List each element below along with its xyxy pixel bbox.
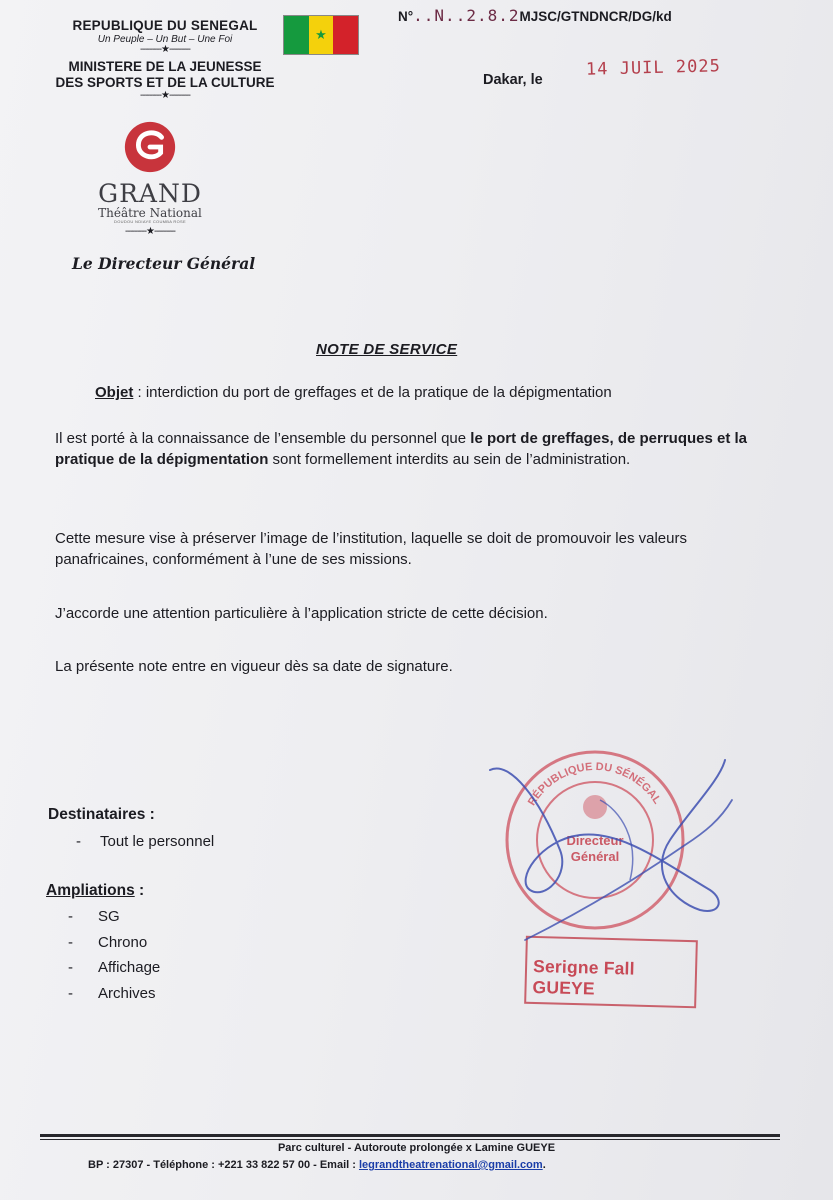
- copy-label: Affichage: [98, 959, 161, 976]
- ministry-line-1: MINISTERE DE LA JEUNESSE: [68, 59, 262, 74]
- paragraph-3: J’accorde une attention particulière à l’application stricte de cette décision.: [55, 605, 548, 622]
- place-label: Dakar, le: [483, 72, 543, 88]
- reference-number: [398, 6, 672, 25]
- list-item: - SG: [68, 908, 120, 925]
- footer-address: Parc culturel - Autoroute prolongée x Lamine GUEYE: [277, 1142, 556, 1154]
- ministry-line-2: DES SPORTS ET DE LA CULTURE: [55, 75, 275, 90]
- signatory-title: Le Directeur Général: [72, 254, 256, 273]
- ref-handwritten-number: ..N..2.8.2: [413, 6, 520, 25]
- list-item: - Chrono: [68, 933, 148, 951]
- national-motto: Un Peuple – Un But – Une Foi: [97, 34, 233, 45]
- recipients-heading: Destinataires :: [48, 806, 155, 823]
- senegal-flag-icon: [283, 15, 359, 55]
- star-separator: ---------★---------: [140, 44, 190, 55]
- footer-contact: [88, 1159, 546, 1171]
- list-item: - Affichage: [68, 959, 161, 976]
- footer-divider: [40, 1139, 780, 1140]
- copies-heading-label: Ampliations: [46, 882, 135, 899]
- document-title: NOTE DE SERVICE: [316, 341, 458, 358]
- copy-label: Chrono: [98, 933, 148, 951]
- logo-wordmark: GRAND: [98, 179, 202, 208]
- ref-prefix: N°: [398, 9, 414, 24]
- list-item: - Archives: [68, 984, 156, 1002]
- ministry-name: [40, 59, 290, 91]
- star-separator: ---------★---------: [140, 90, 190, 101]
- paragraph-1: [55, 428, 775, 470]
- seal-center-line-2: Général: [570, 849, 620, 864]
- header-left: [40, 18, 290, 101]
- republic-name: REPUBLIQUE DU SENEGAL: [72, 18, 258, 33]
- recipient-item: - Tout le personnel: [76, 833, 215, 850]
- recipient-label: Tout le personnel: [100, 833, 215, 850]
- footer-divider: [40, 1134, 780, 1137]
- email-link[interactable]: legrandtheatrenational@gmail.com: [358, 1159, 543, 1171]
- theatre-logo-icon: [121, 118, 179, 176]
- footer-period: .: [542, 1159, 546, 1171]
- seal-ring-text: RÉPUBLIQUE DU SÉNÉGAL: [525, 760, 664, 808]
- signer-name: Serigne Fall GUEYE: [532, 955, 635, 999]
- grand-theatre-logo: [88, 118, 212, 224]
- seal-center-line-1: Directeur: [566, 833, 624, 848]
- paragraph-1-emphasis: le port de greffages, de perruques et la pratique de la dépigmentation: [55, 430, 748, 468]
- paragraph-1-text-end: sont formellement interdits au sein de l’administration.: [268, 451, 631, 468]
- paragraph-1-text: Il est porté à la connaissance de l’ensemble du personnel que: [55, 430, 471, 447]
- subject-label: Objet: [95, 384, 134, 401]
- logo-tagline: DOUDOU NDIAYE COUMBA ROSE: [114, 219, 186, 224]
- copies-list: [68, 908, 160, 1010]
- star-icon: ★: [315, 27, 327, 42]
- copies-heading-colon: :: [134, 882, 145, 899]
- copy-label: Archives: [98, 984, 156, 1002]
- paragraph-2: Cette mesure vise à préserver l’image de l’institution, laquelle se doit de promouvoir les valeurs panafricaines, conformément à l’une de ses missions.: [55, 530, 687, 568]
- date-stamp: 14 JUIL 2025: [585, 56, 722, 80]
- star-separator: ---------★---------: [125, 226, 175, 237]
- subject-text: : interdiction du port de greffages et de la pratique de la dépigmentation: [133, 384, 612, 401]
- handwritten-signature: [470, 740, 750, 970]
- copies-heading: [46, 882, 144, 900]
- paragraph-4: La présente note entre en vigueur dès sa date de signature.: [55, 658, 453, 675]
- copy-label: SG: [98, 908, 120, 925]
- logo-subtitle: Théâtre National: [98, 206, 202, 220]
- ref-suffix: MJSC/GTNDNCR/DG/kd: [519, 9, 672, 24]
- subject-line: [95, 384, 612, 401]
- footer-contact-text: BP : 27307 - Téléphone : +221 33 822 57 00 - Email :: [88, 1159, 359, 1171]
